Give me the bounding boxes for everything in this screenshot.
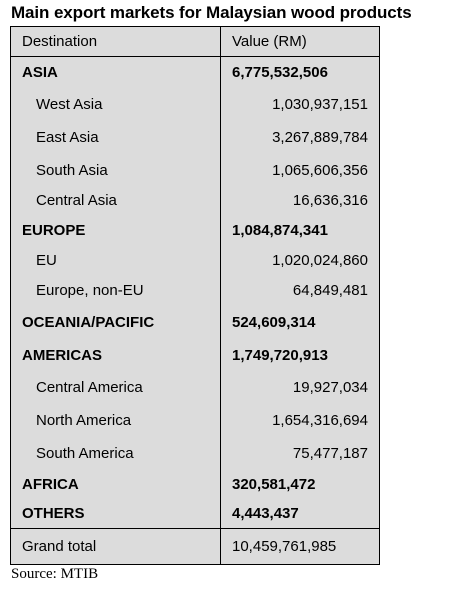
value-cell: 75,477,187 [221, 437, 380, 469]
subregion-row [11, 437, 380, 469]
destination-cell: Central America [11, 371, 221, 404]
region-row [11, 57, 380, 89]
value-cell: 1,084,874,341 [221, 215, 380, 245]
destination-cell: West Asia [11, 88, 221, 120]
header-value: Value (RM) [221, 27, 380, 57]
export-markets-table [10, 26, 380, 565]
value-cell: 1,020,024,860 [221, 245, 380, 275]
region-row [11, 469, 380, 499]
destination-cell: OTHERS [11, 499, 221, 529]
subregion-row [11, 371, 380, 404]
destination-cell: AFRICA [11, 469, 221, 499]
subregion-row [11, 186, 380, 215]
destination-cell: EUROPE [11, 215, 221, 245]
table-title: Main export markets for Malaysian wood products [11, 3, 412, 22]
destination-cell: AMERICAS [11, 339, 221, 371]
destination-cell: ASIA [11, 57, 221, 89]
value-cell: 64,849,481 [221, 275, 380, 306]
table-header-row [11, 27, 380, 57]
region-row [11, 306, 380, 339]
grand-total-label: Grand total [11, 529, 221, 565]
value-cell: 1,030,937,151 [221, 88, 380, 120]
destination-cell: East Asia [11, 120, 221, 154]
subregion-row [11, 404, 380, 437]
header-destination: Destination [11, 27, 221, 57]
region-row [11, 339, 380, 371]
value-cell: 6,775,532,506 [221, 57, 380, 89]
value-cell: 1,065,606,356 [221, 154, 380, 186]
value-cell: 320,581,472 [221, 469, 380, 499]
destination-cell: EU [11, 245, 221, 275]
destination-cell: South America [11, 437, 221, 469]
destination-cell: South Asia [11, 154, 221, 186]
value-cell: 19,927,034 [221, 371, 380, 404]
value-cell: 16,636,316 [221, 186, 380, 215]
subregion-row [11, 275, 380, 306]
grand-total-value: 10,459,761,985 [221, 529, 380, 565]
value-cell: 4,443,437 [221, 499, 380, 529]
region-row [11, 215, 380, 245]
source-note: Source: MTIB [11, 566, 99, 582]
value-cell: 1,749,720,913 [221, 339, 380, 371]
grand-total-row [11, 529, 380, 565]
subregion-row [11, 154, 380, 186]
subregion-row [11, 245, 380, 275]
value-cell: 1,654,316,694 [221, 404, 380, 437]
value-cell: 524,609,314 [221, 306, 380, 339]
destination-cell: Europe, non-EU [11, 275, 221, 306]
region-row [11, 499, 380, 529]
destination-cell: Central Asia [11, 186, 221, 215]
destination-cell: OCEANIA/PACIFIC [11, 306, 221, 339]
subregion-row [11, 88, 380, 120]
destination-cell: North America [11, 404, 221, 437]
value-cell: 3,267,889,784 [221, 120, 380, 154]
subregion-row [11, 120, 380, 154]
